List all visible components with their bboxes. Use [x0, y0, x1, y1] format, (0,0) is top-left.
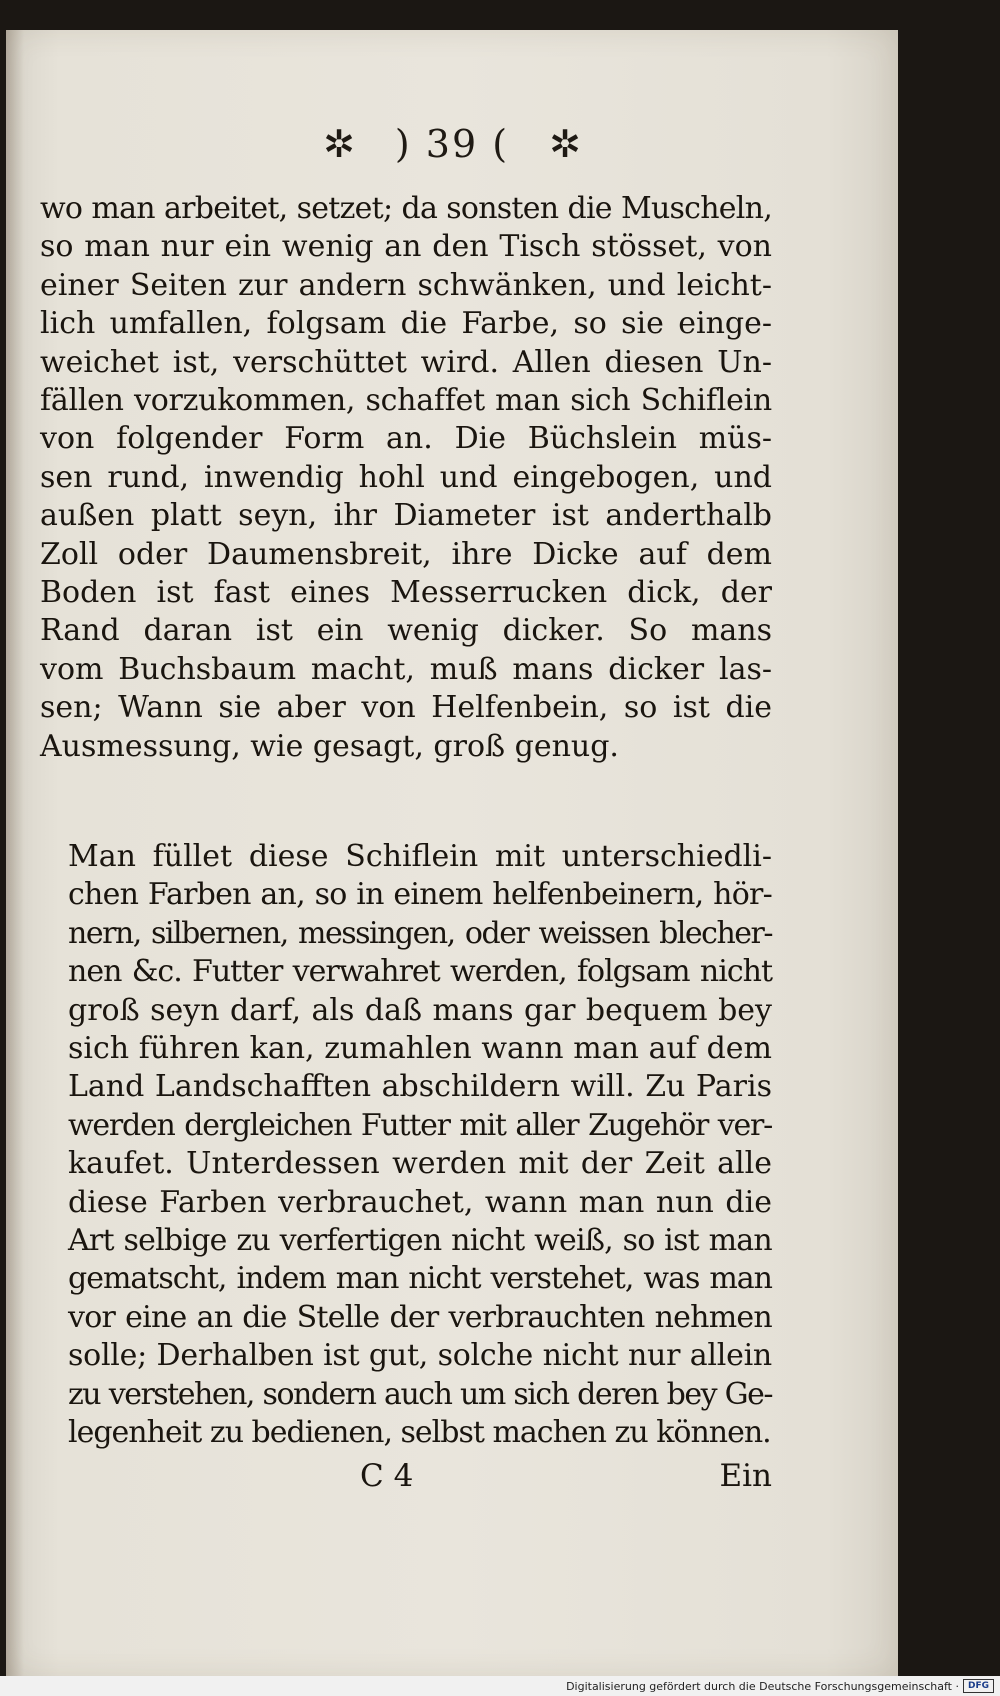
- text-line: fällen vorzukommen, schaffet man sich Schiflein: [40, 383, 772, 419]
- text-line: Rand daran ist ein wenig dicker. So mans: [40, 613, 772, 649]
- text-line: Art selbige zu verfertigen nicht weiß, so ist man: [68, 1223, 772, 1259]
- ornament-left-icon: ✲: [323, 122, 355, 166]
- text-line: so man nur ein wenig an den Tisch stösset, von: [40, 229, 772, 265]
- text-line: gematscht, indem man nicht verstehet, was man: [68, 1261, 772, 1297]
- text-line: kaufet. Unterdessen werden mit der Zeit alle: [68, 1146, 772, 1182]
- text-line: vom Buchsbaum macht, muß mans dicker las-: [40, 651, 772, 687]
- text-line: lich umfallen, folgsam die Farbe, so sie einge-: [40, 306, 772, 342]
- text-line: nen &c. Futter verwahret werden, folgsam nicht: [68, 954, 772, 990]
- signature-mark: C 4: [360, 1458, 414, 1494]
- text-line: Zoll oder Daumensbreit, ihre Dicke auf dem: [40, 536, 772, 572]
- text-line: Man füllet diese Schiflein mit unterschiedli-: [68, 839, 772, 874]
- text-line: sen rund, inwendig hohl und eingebogen, und: [40, 459, 772, 495]
- page-number: ) 39 (: [394, 122, 510, 166]
- text-line: wo man arbeitet, setzet; da sonsten die Muscheln,: [40, 191, 772, 226]
- catchword: Ein: [719, 1458, 772, 1494]
- credit-bar: [0, 1676, 1000, 1696]
- spine-shadow: [6, 30, 24, 1676]
- text-line: vor eine an die Stelle der verbrauchten nehmen: [68, 1299, 772, 1335]
- text-line: einer Seiten zur andern schwänken, und leicht-: [40, 267, 772, 303]
- paragraph-2: [40, 838, 772, 1453]
- text-line: diese Farben verbrauchet, wann man nun die: [68, 1184, 772, 1220]
- text-line: werden dergleichen Futter mit aller Zugehör ver-: [68, 1107, 772, 1143]
- dfg-logo: DFG: [963, 1679, 994, 1693]
- page-header: [6, 122, 898, 166]
- text-line: nern, silbernen, messingen, oder weissen blecher-: [68, 915, 772, 951]
- text-line: solle; Derhalben ist gut, solche nicht nur allein: [68, 1338, 772, 1374]
- credit-text: Digitalisierung gefördert durch die Deutsche Forschungsgemeinschaft ·: [566, 1679, 959, 1693]
- text-line: sen; Wann sie aber von Helfenbein, so ist die: [40, 690, 772, 726]
- text-line: außen platt seyn, ihr Diameter ist anderthalb: [40, 498, 772, 534]
- text-line: zu verstehen, sondern auch um sich deren bey Ge-: [68, 1376, 772, 1412]
- text-line: sich führen kan, zumahlen wann man auf dem: [68, 1031, 772, 1067]
- paragraph-1: [40, 190, 772, 766]
- text-line: groß seyn darf, als daß mans gar bequem bey: [68, 992, 772, 1028]
- text-line: Boden ist fast eines Messerrucken dick, der: [40, 575, 772, 611]
- text-line: chen Farben an, so in einem helfenbeinern, hör-: [68, 877, 772, 913]
- text-line: Land Landschafften abschildern will. Zu Paris: [68, 1069, 772, 1105]
- text-line: von folgender Form an. Die Büchslein müs-: [40, 421, 772, 457]
- page-footer: [40, 1458, 772, 1494]
- book-page: [6, 30, 898, 1676]
- text-line: Ausmessung, wie gesagt, groß genug.: [40, 728, 619, 764]
- text-line: legenheit zu bedienen, selbst machen zu können.: [68, 1415, 771, 1451]
- text-line: weichet ist, verschüttet wird. Allen diesen Un-: [40, 344, 772, 380]
- ornament-right-icon: ✲: [549, 122, 581, 166]
